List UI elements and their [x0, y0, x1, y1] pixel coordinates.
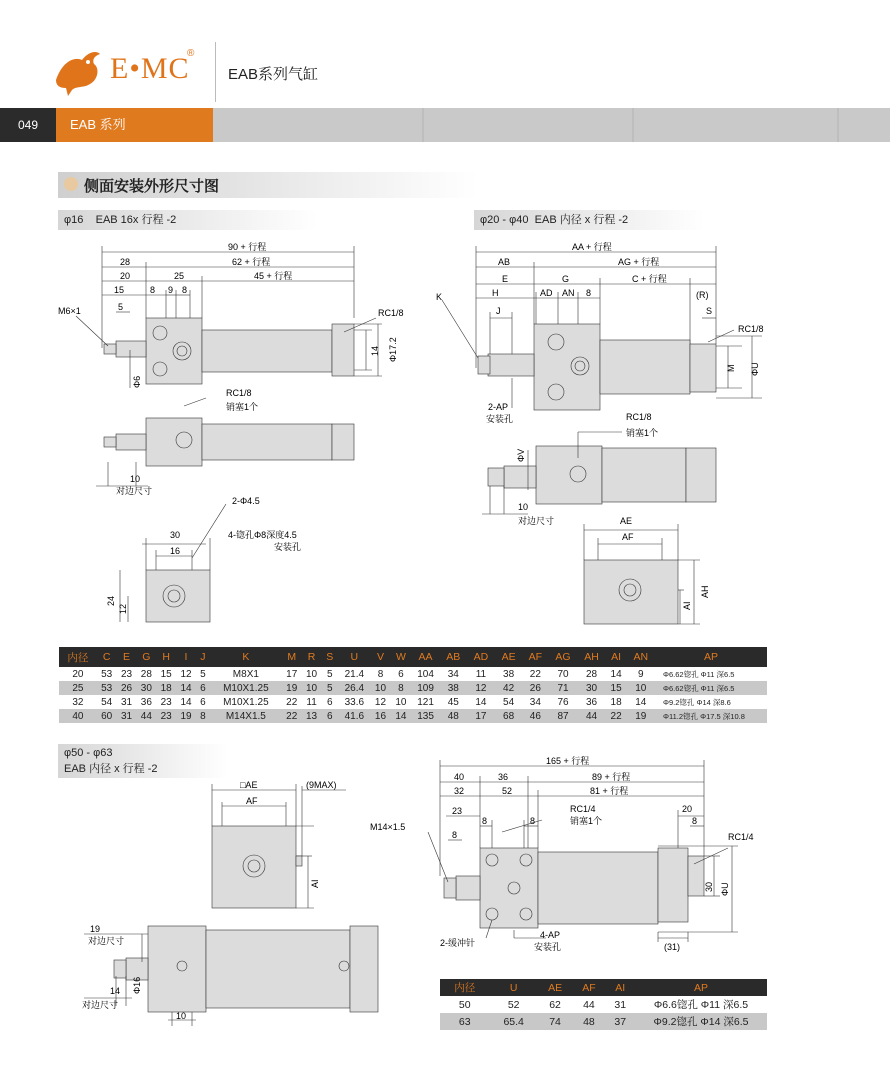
- table1-header: R: [302, 647, 322, 667]
- table-cell: 10: [371, 681, 391, 695]
- table-cell: 14: [176, 681, 196, 695]
- series-label: EAB 系列: [56, 108, 213, 142]
- sub-text: EAB 内径 x 行程 -2: [64, 763, 158, 775]
- table-cell: 26.4: [338, 681, 370, 695]
- table1-header: W: [390, 647, 411, 667]
- subheader-phi20-40: [474, 210, 704, 230]
- table-row: [59, 695, 767, 709]
- table-cell: 8: [377, 668, 384, 680]
- table-cell: 13: [302, 709, 322, 723]
- table-row: [59, 681, 767, 695]
- table-cell: 109: [411, 681, 439, 695]
- table-cell: 23: [156, 709, 176, 723]
- table-cell: Φ6.6锪孔 Φ11 深6.5: [653, 999, 749, 1011]
- table1-header: 内径: [59, 647, 97, 667]
- table1-header: AD: [467, 647, 495, 667]
- dim-81: 81 + 行程: [590, 786, 629, 796]
- table-cell: 31: [120, 696, 133, 708]
- table-cell: 18: [156, 681, 176, 695]
- table2-header: AF: [572, 979, 605, 996]
- table-cell: 19: [627, 709, 655, 723]
- dim-k: K: [436, 292, 443, 302]
- table2-header: AP: [635, 979, 767, 996]
- dim-14: 14: [370, 345, 380, 356]
- dim-phi172: Φ17.2: [388, 337, 398, 362]
- table-cell: 18: [610, 696, 622, 708]
- table2-header: 内径: [440, 979, 490, 996]
- table-cell: 45: [447, 696, 459, 708]
- table-cell: 8: [196, 709, 210, 723]
- dim-20: 20: [682, 804, 693, 814]
- table-cell: 52: [507, 998, 520, 1011]
- table-cell: 14: [180, 696, 192, 708]
- brand-name: E•MC: [110, 52, 190, 85]
- table-cell: 6: [321, 709, 338, 723]
- table-cell: M8X1: [232, 668, 259, 680]
- table-cell: 40: [59, 709, 97, 723]
- dim-31: (31): [664, 942, 681, 952]
- table-cell: Φ6.62锪孔 Φ11 深6.5: [663, 669, 735, 679]
- table-cell: 22: [529, 668, 541, 680]
- dim-25: 25: [174, 271, 185, 281]
- table-cell: 104: [417, 668, 434, 680]
- section-bullet-icon: [64, 177, 78, 191]
- plug-label: 销塞1个: [570, 816, 603, 826]
- dim-m: M: [726, 364, 736, 372]
- table1-header: M: [282, 647, 302, 667]
- dim-24: 24: [106, 595, 116, 606]
- dim-phiu: ΦU: [720, 882, 730, 896]
- dim-r: (R): [696, 290, 709, 300]
- dim-10: 10: [518, 502, 529, 512]
- dim-40: 40: [454, 772, 465, 782]
- table-cell: 6: [196, 681, 210, 695]
- table1-header: H: [156, 647, 176, 667]
- table-row: [59, 667, 767, 681]
- table-cell: 34: [447, 668, 459, 680]
- dim-52: 52: [502, 786, 513, 796]
- table-cell: 87: [549, 709, 578, 723]
- dim-ah: AH: [700, 585, 710, 598]
- registered-mark: ®: [187, 48, 195, 59]
- table-cell: 28: [585, 668, 598, 680]
- logo-horse-icon: [48, 40, 108, 98]
- dim-ai: AI: [310, 879, 320, 888]
- table-cell: 32: [72, 696, 84, 708]
- dim-ab: AB: [498, 257, 511, 267]
- dim-ae: □AE: [240, 780, 258, 790]
- pin-label: 2-缓冲针: [440, 938, 476, 948]
- table-cell: 31: [614, 998, 627, 1011]
- rc14-label: RC1/4: [570, 804, 596, 814]
- table-cell: 62: [549, 998, 561, 1011]
- dim-rc18: RC1/8: [738, 324, 764, 334]
- ap-label: 4-AP: [540, 930, 561, 940]
- table1-header: E: [117, 647, 137, 667]
- flats-label-2: 对边尺寸: [82, 1000, 119, 1010]
- dimension-table-2: [440, 979, 767, 1030]
- table-cell: 17: [286, 668, 298, 680]
- dim-14: 14: [110, 986, 121, 996]
- dim-h: H: [492, 288, 499, 298]
- plug-label: 销塞1个: [226, 402, 259, 412]
- table-cell: 17: [467, 709, 495, 723]
- dim-phiu: ΦU: [750, 362, 760, 376]
- table-cell: 19: [282, 681, 302, 695]
- dim-12: 12: [118, 603, 128, 614]
- table-cell: 68: [495, 709, 522, 723]
- drawing-phi50-63-right: [368, 756, 778, 978]
- dim-28: 28: [120, 257, 131, 267]
- table-cell: 63: [440, 1013, 490, 1030]
- table1-header: AP: [655, 647, 767, 667]
- table-cell: 23: [160, 696, 172, 708]
- table-cell: 36: [585, 696, 598, 708]
- table-cell: 34: [529, 696, 541, 708]
- table1-header: AB: [440, 647, 467, 667]
- table-cell: 33.6: [344, 696, 365, 708]
- mount-label: 安装孔: [486, 414, 514, 424]
- table1-header: J: [196, 647, 210, 667]
- dim-af: AF: [622, 532, 634, 542]
- table-cell: 50: [458, 998, 471, 1011]
- dim-j: J: [496, 306, 501, 316]
- dim-af: AF: [246, 796, 258, 806]
- dim-ad: AD: [540, 288, 553, 298]
- table-cell: 23: [120, 668, 133, 680]
- table1-header: AA: [411, 647, 439, 667]
- dim-89: 89 + 行程: [592, 772, 631, 782]
- table-cell: 26: [522, 681, 548, 695]
- table-cell: 70: [557, 668, 569, 680]
- table-cell: 21.4: [344, 668, 365, 680]
- table-cell: 10: [302, 681, 322, 695]
- dim-10: 10: [176, 1011, 187, 1021]
- table-cell: M14X1.5: [210, 709, 282, 723]
- table-cell: 53: [101, 668, 113, 680]
- table-cell: 30: [136, 681, 156, 695]
- table-cell: 53: [97, 681, 117, 695]
- table2-header: AE: [538, 979, 572, 996]
- page-title: EAB系列气缸: [228, 66, 319, 83]
- table-cell: 14: [475, 696, 487, 708]
- drawing-phi50-63-left: [56, 776, 386, 1038]
- table1-header: S: [321, 647, 338, 667]
- sub-text: EAB 16x 行程 -2: [95, 214, 177, 226]
- subheader-phi16: [58, 210, 318, 230]
- section-title: 侧面安装外形尺寸图: [84, 178, 220, 195]
- table1-header: U: [338, 647, 370, 667]
- dim-an: AN: [562, 288, 575, 298]
- dim-8c: 8: [452, 830, 458, 840]
- dim-ae: AE: [620, 516, 633, 526]
- table-cell: 38: [440, 681, 467, 695]
- table-cell: 36: [140, 696, 152, 708]
- table-cell: 22: [286, 696, 298, 708]
- sub-bore: φ16: [64, 214, 84, 226]
- dim-30: 30: [170, 530, 181, 540]
- table-cell: 16: [371, 709, 391, 723]
- flats-label: 对边尺寸: [116, 486, 153, 496]
- table-row: [440, 996, 767, 1013]
- dimension-table-1: [59, 647, 767, 723]
- dim-rc18-b: RC1/8: [626, 412, 652, 422]
- dim-ag: AG + 行程: [618, 257, 660, 267]
- table-cell: 26: [117, 681, 137, 695]
- table-cell: 60: [97, 709, 117, 723]
- dim-20: 20: [120, 271, 131, 281]
- counterbore-label: 4-锪孔Φ8深度4.5: [228, 530, 297, 540]
- dim-36: 36: [498, 772, 509, 782]
- dim-rc18-b: RC1/8: [226, 388, 252, 398]
- dim-8b: 8: [530, 816, 536, 826]
- page-number: 049: [0, 108, 56, 142]
- flats-label-1: 对边尺寸: [88, 936, 125, 946]
- table1-header: AG: [549, 647, 578, 667]
- table-cell: 22: [606, 709, 627, 723]
- table-cell: 42: [495, 681, 522, 695]
- table1-header: AF: [522, 647, 548, 667]
- table-cell: 12: [180, 668, 192, 680]
- table-cell: 9: [638, 668, 644, 680]
- table-cell: 14: [610, 668, 622, 680]
- table-cell: 6: [327, 696, 333, 708]
- rc14-label-b: RC1/4: [728, 832, 754, 842]
- table-cell: 38: [503, 668, 515, 680]
- table1-header: AN: [627, 647, 655, 667]
- dim-45: 45 + 行程: [254, 271, 293, 281]
- table1-header: AE: [495, 647, 522, 667]
- table-cell: 5: [327, 668, 333, 680]
- table2-header: U: [490, 979, 538, 996]
- table-cell: 48: [440, 709, 467, 723]
- dim-phi6: Φ6: [132, 375, 142, 388]
- dim-19: 19: [90, 924, 101, 934]
- dim-e: E: [502, 274, 509, 284]
- dim-ai: AI: [682, 601, 692, 610]
- table-cell: 74: [538, 1013, 572, 1030]
- dim-8d: 8: [692, 816, 698, 826]
- table-cell: 46: [522, 709, 548, 723]
- dim-30: 30: [704, 881, 714, 892]
- table1-header: I: [176, 647, 196, 667]
- table-cell: 15: [606, 681, 627, 695]
- table-cell: 22: [282, 709, 302, 723]
- table-cell: 12: [374, 696, 387, 708]
- table-cell: 31: [117, 709, 137, 723]
- table-cell: 6: [398, 668, 404, 680]
- table-cell: 10: [395, 696, 407, 708]
- dim-c: C + 行程: [632, 274, 667, 284]
- dim-g: G: [562, 274, 570, 284]
- table-cell: 14: [390, 709, 411, 723]
- table-cell: 37: [606, 1013, 635, 1030]
- table-cell: Φ11.2锪孔 Φ17.5 深10.8: [655, 709, 767, 723]
- table-cell: 44: [583, 998, 595, 1011]
- table-cell: 44: [578, 709, 606, 723]
- dim-phiv: ΦV: [516, 448, 526, 462]
- table-cell: 20: [72, 668, 84, 680]
- dim-aa: AA + 行程: [572, 242, 612, 252]
- dim-15: 15: [114, 285, 125, 295]
- dim-9: 9: [168, 285, 174, 295]
- header-divider: [215, 42, 216, 102]
- dim-rc18: RC1/8: [378, 308, 404, 318]
- table1-header: V: [371, 647, 391, 667]
- dim-8a: 8: [150, 285, 156, 295]
- table-cell: M10X1.25: [210, 681, 282, 695]
- table1-header: K: [210, 647, 282, 667]
- table-cell: 25: [59, 681, 97, 695]
- table-cell: 5: [200, 668, 206, 680]
- dim-9max: (9MAX): [306, 780, 337, 790]
- table-cell: 5: [321, 681, 338, 695]
- sub-text: EAB 内径 x 行程 -2: [534, 214, 629, 226]
- dim-total: 90 + 行程: [228, 242, 267, 252]
- table-row: [440, 1013, 767, 1030]
- dim-8b: 8: [182, 285, 188, 295]
- drawing-phi20-40: [432, 238, 788, 638]
- table-cell: Φ9.2锪孔 Φ14 深8.6: [663, 697, 731, 707]
- dim-2ap: 2-AP: [488, 402, 509, 412]
- table-cell: 14: [635, 696, 647, 708]
- table-cell: 121: [417, 696, 434, 708]
- table-cell: 41.6: [338, 709, 370, 723]
- holes-label: 2-Φ4.5: [232, 496, 260, 506]
- table-cell: 54: [503, 696, 515, 708]
- table-cell: 12: [467, 681, 495, 695]
- table-cell: 19: [176, 709, 196, 723]
- sub-bore: φ20 - φ40: [480, 214, 529, 226]
- table-cell: Φ9.2锪孔 Φ14 深6.5: [635, 1013, 767, 1030]
- table-cell: 15: [160, 668, 172, 680]
- table-cell: 44: [136, 709, 156, 723]
- dim-s: S: [706, 306, 713, 316]
- table-cell: 76: [557, 696, 569, 708]
- flats-label: 对边尺寸: [518, 516, 555, 526]
- dim-32: 32: [454, 786, 465, 796]
- table1-header: C: [97, 647, 117, 667]
- dim-m6: M6×1: [58, 306, 81, 316]
- table-cell: 10: [306, 668, 318, 680]
- plug-label: 销塞1个: [626, 428, 659, 438]
- table-cell: M10X1.25: [223, 696, 269, 708]
- table-cell: Φ6.62锪孔 Φ11 深6.5: [655, 681, 767, 695]
- mount-label: 安装孔: [534, 942, 562, 952]
- dim-62: 62 + 行程: [232, 257, 271, 267]
- table-cell: 30: [578, 681, 606, 695]
- table-cell: 48: [572, 1013, 605, 1030]
- table-cell: 65.4: [490, 1013, 538, 1030]
- table-cell: 71: [549, 681, 578, 695]
- table-cell: 135: [411, 709, 439, 723]
- dim-23: 23: [452, 806, 463, 816]
- dim-m14: M14×1.5: [370, 822, 406, 832]
- table1-header: AI: [606, 647, 627, 667]
- dim-8a: 8: [482, 816, 488, 826]
- dim-5: 5: [118, 302, 124, 312]
- dim-phi16: Φ16: [132, 976, 142, 994]
- table-cell: 54: [101, 696, 113, 708]
- table-cell: 11: [306, 696, 317, 708]
- dim-10: 10: [130, 474, 141, 484]
- table-cell: 11: [475, 668, 487, 680]
- sub-bore: φ50 - φ63: [64, 747, 113, 759]
- subheader-phi50-63: [58, 744, 228, 778]
- table1-header: AH: [578, 647, 606, 667]
- table-cell: 6: [200, 696, 206, 708]
- table2-header: AI: [606, 979, 635, 996]
- table1-header: G: [136, 647, 156, 667]
- dim-8: 8: [586, 288, 592, 298]
- table-row: [59, 709, 767, 723]
- mount-label: 安装孔: [274, 542, 302, 552]
- drawing-phi16: [56, 238, 416, 638]
- dim-16: 16: [170, 546, 181, 556]
- table-cell: 8: [390, 681, 411, 695]
- table-cell: 10: [627, 681, 655, 695]
- table-cell: 28: [140, 668, 152, 680]
- dim-165: 165 + 行程: [546, 756, 590, 766]
